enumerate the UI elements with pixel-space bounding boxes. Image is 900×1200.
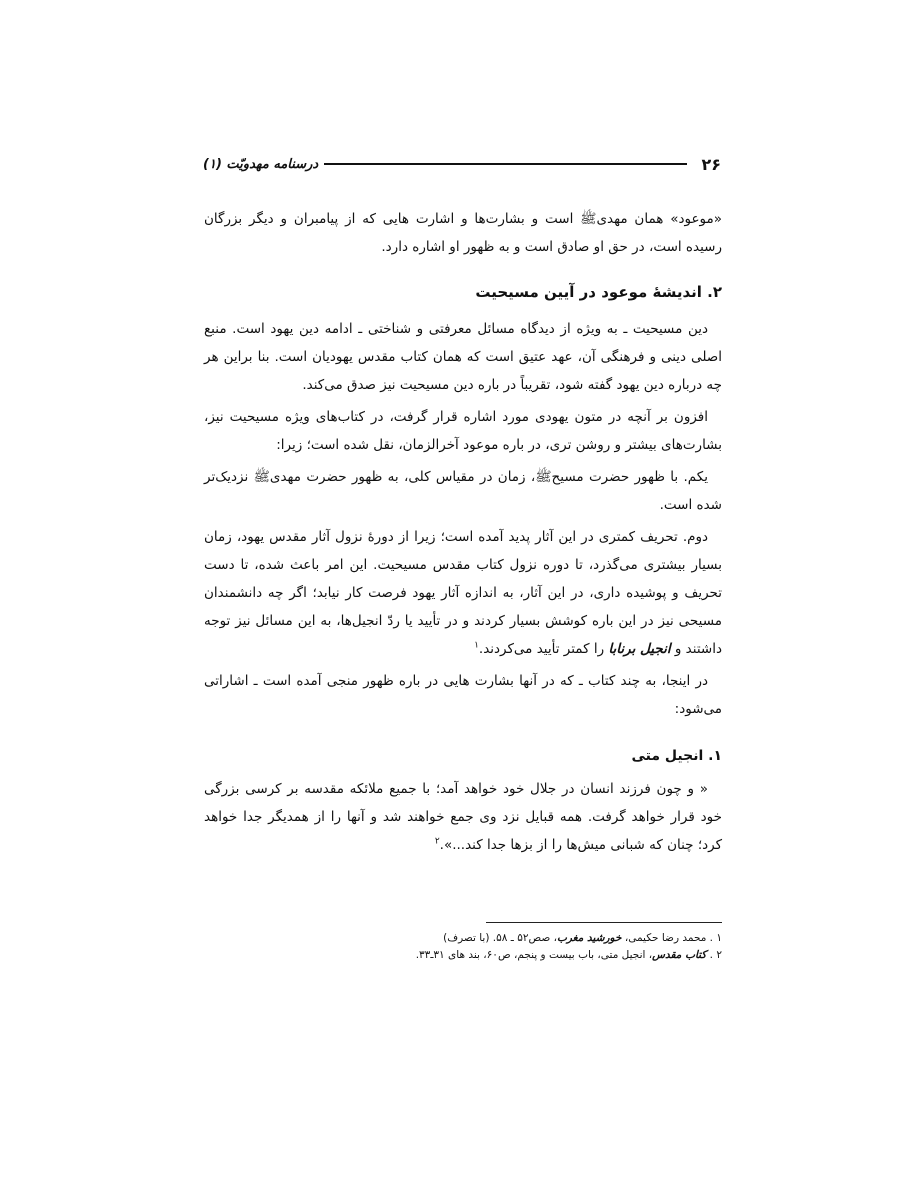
footnote-1-book: خورشید مغرب [556,932,622,944]
header-rule [324,163,687,165]
running-title: درسنامه مهدویّت (۱) [203,156,319,172]
footnote-1 [360,930,722,947]
footnote-rule [486,922,722,923]
gospel-of-barnabas: انجیل برنابا [608,641,671,657]
subsection-heading: ۱. انجیل متی [631,748,722,764]
footnote-2-prefix: ۲ . [709,949,722,961]
section-heading: ۲. اندیشۀ موعود در آیین مسیحیت [475,283,722,301]
paragraph-4 [204,523,722,663]
paragraph-5: در اینجا، به چند کتاب ـ که در آنها بشارت هایی در باره ظهور منجی آمده است ـ اشاراتی می‌شود: [204,673,722,717]
page-header [203,153,721,175]
main-text [204,205,722,863]
footnote-1-prefix: ۱ . محمد رضا حکیمی، [624,932,722,944]
footnote-1-suffix: ، صص۵۲ ـ ۵۸. (با تصرف) [443,932,557,944]
paragraph-3: یکم. با ظهور حضرت مسیحﷺ، زمان در مقیاس کلی، به ظهور حضرت مهدیﷺ نزدیک‌تر شده است. [204,469,722,513]
paragraph-1: دین مسیحیت ـ به ویژه از دیدگاه مسائل معرفتی و شناختی ـ ادامه دین یهود است. منبع اصلی دینی و فرهنگی آن، عهد عتیق است که همان کتاب مقدس یهودیان است. بنا براین هر چه درباره دین یهود گفته شود، تقریباً در باره دین مسیحیت نیز صدق می‌کند. [204,321,722,393]
paragraph-4-end: را کمتر تأیید می‌کردند. [478,641,605,657]
footnote-2-suffix: ، انجیل متی، باب بیست و پنجم، ص۶۰، بند های ۳۱ـ۳۳. [415,949,653,961]
paragraph-2: افزون بر آنچه در متون یهودی مورد اشاره قرار گرفت، در کتاب‌های ویژه مسیحیت نیز، بشارت‌های بیشتر و روشن تری، در باره موعود آخرالزمان، نقل شده است؛ زیرا: [204,409,722,453]
intro-paragraph: «موعود» همان مهدیﷺ است و بشارت‌ها و اشارت هایی که از پیامبران و دیگر بزرگان رسیده است، در حق او صادق است و به ظهور او اشاره دارد. [204,211,722,255]
footnote-2 [360,947,722,964]
paragraph-4-text: دوم. تحریف کمتری در این آثار پدید آمده است؛ زیرا از دورۀ نزول آثار مقدس یهود، زمان بسیار بیشتری می‌گذرد، تا دوره نزول کتاب مقدس مسیحیت. این امر باعث شده، تا دست تحریف و پوشیده داری، در این آثار، به اندازه آثار یهود فرصت کار نیابد؛ اگر چه دانشمندان مسیحی نیز در این باره کوشش بسیار کردند و در تأیید یا ردّ انجیل‌ها، به این مسائل نیز توجه داشتند و [204,529,722,657]
footnotes [360,930,722,964]
footnote-2-book: کتاب مقدس [652,949,707,961]
quote-paragraph [204,775,722,859]
footnote-ref-1[interactable]: ۱ [474,640,479,651]
quote-text: « و چون فرزند انسان در جلال خود خواهد آمد؛ با جمیع ملائکه مقدسه بر کرسی بزرگی خود قرار خواهد گرفت. همه قبایل نزد وی جمع خواهند شد و آنها را از همدیگر جدا خواهد کرد؛ چنان که شبانی میش‌ها را از بزها جدا کند...». [204,781,722,853]
footnote-ref-2[interactable]: ۲ [434,836,440,847]
page-number: ۲۶ [701,154,721,174]
